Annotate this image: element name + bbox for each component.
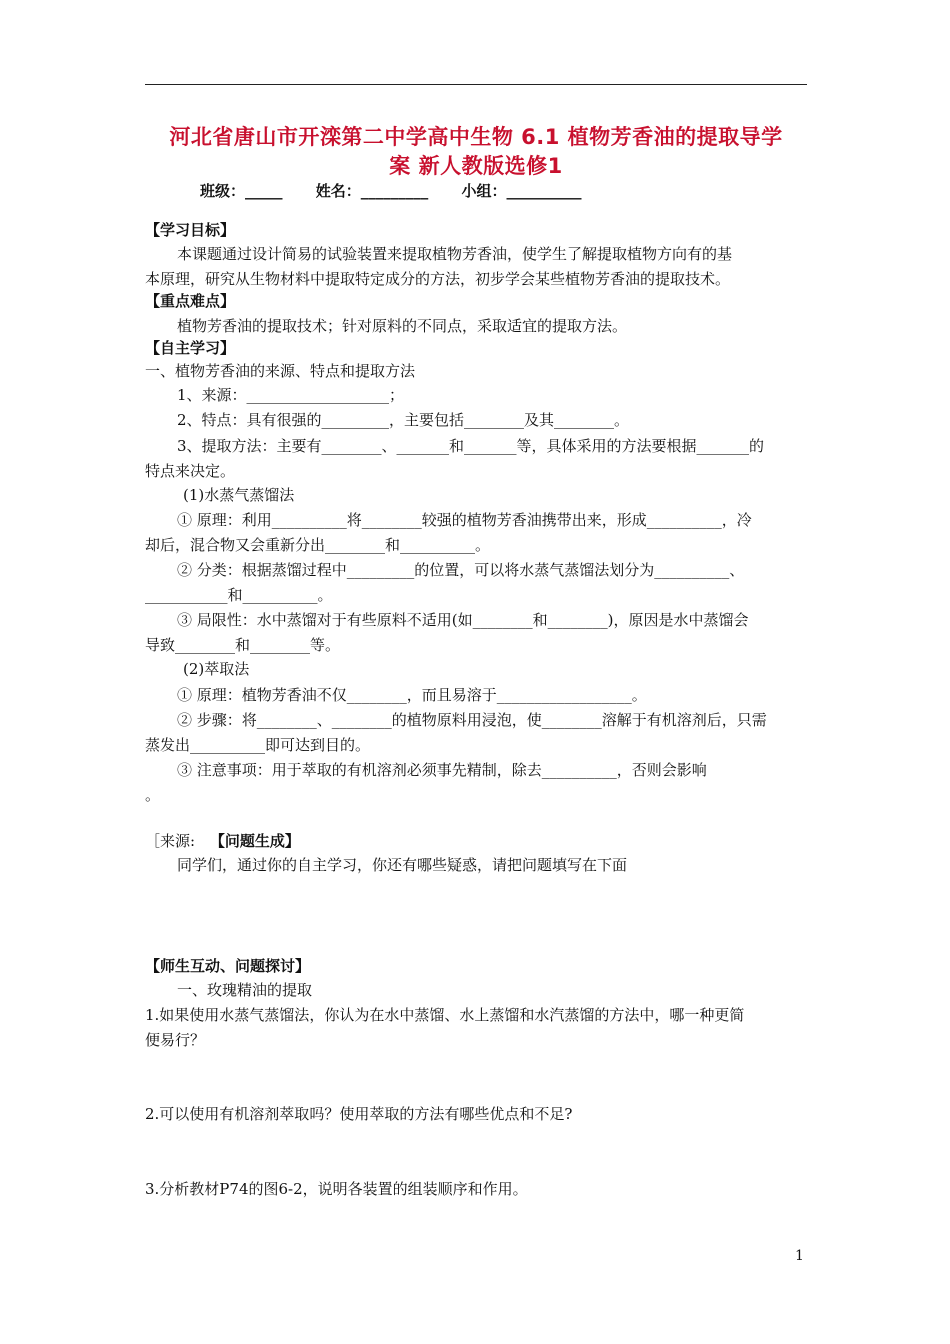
extraction-heading: (2)萃取法 [183, 660, 250, 678]
question-1-cont: 便易行？ [145, 1031, 206, 1049]
header-rule [145, 84, 807, 85]
steam-limitation-cont: 导致________和________等。 [145, 636, 341, 654]
self-item-features: 2、特点：具有很强的_________，主要包括________及其________。 [177, 411, 630, 429]
source-note: ［来源: [145, 832, 196, 850]
steam-principle-cont: 却后，混合物又会重新分出________和__________。 [145, 536, 491, 554]
steam-distill-heading: (1)水蒸气蒸馏法 [183, 486, 295, 504]
extraction-notes: ③ 注意事项：用于萃取的有机溶剂必须事先精制，除去__________，否则会影响 [177, 761, 707, 779]
steam-principle: ① 原理：利用__________将________较强的植物芳香油携带出来，形成__________，冷 [177, 511, 752, 529]
extraction-principle: ① 原理：植物芳香油不仅________，而且易溶于__________________。 [177, 686, 647, 704]
student-info [200, 180, 610, 201]
self-item-methods-cont: 特点来决定。 [145, 462, 236, 480]
self-item-1: 一、植物芳香油的来源、特点和提取方法 [145, 362, 416, 380]
group-field: 小组：__________ [461, 182, 582, 200]
question-2: 2.可以使用有机溶剂萃取吗？使用萃取的方法有哪些优点和不足? [145, 1105, 573, 1123]
doc-title-line1: 河北省唐山市开滦第二中学高中生物 6.1 植物芳香油的提取导学 [169, 125, 783, 149]
steam-classification-cont: ___________和__________。 [145, 586, 333, 604]
self-item-methods: 3、提取方法：主要有________、_______和_______等，具体采用的方法要根据_______的 [177, 437, 765, 455]
self-study-heading: 【自主学习】 [145, 339, 236, 357]
extraction-steps: ② 步骤：将________、________的植物原料用浸泡，使________溶解于有机溶剂后，只需 [177, 711, 767, 729]
interaction-heading: 【师生互动、问题探讨】 [145, 957, 311, 975]
question-3: 3.分析教材P74的图6-2，说明各装置的组装顺序和作用。 [145, 1180, 528, 1198]
self-item-source: 1、来源：___________________； [177, 386, 405, 404]
key-para: 植物芳香油的提取技术；针对原料的不同点，采取适宜的提取方法。 [177, 317, 628, 335]
goals-para-2: 本原理，研究从生物材料中提取特定成分的方法，初步学会某些植物芳香油的提取技术。 [145, 270, 731, 288]
rose-oil-heading: 一、玫瑰精油的提取 [177, 981, 313, 999]
question-1: 1.如果使用水蒸气蒸馏法，你认为在水中蒸馏、水上蒸馏和水汽蒸馏的方法中，哪一种更简 [145, 1006, 745, 1024]
key-heading: 【重点难点】 [145, 292, 236, 310]
steam-limitation: ③ 局限性：水中蒸馏对于有些原料不适用(如________和________)，原因是水中蒸馏会 [177, 611, 749, 629]
goals-para-1: 本课题通过设计简易的试验装置来提取植物芳香油，使学生了解提取植物方向有的基 [177, 245, 733, 263]
questions-para: 同学们，通过你的自主学习，你还有哪些疑惑，请把问题填写在下面 [177, 856, 628, 874]
page-number: 1 [795, 1248, 804, 1264]
extraction-notes-cont: 。 [145, 786, 161, 804]
questions-heading: 【问题生成】 [209, 832, 300, 850]
class-field: 班级：_____ [200, 182, 283, 200]
goals-heading: 【学习目标】 [145, 221, 236, 239]
doc-title-line2: 案 新人教版选修1 [389, 154, 563, 178]
extraction-steps-cont: 蒸发出__________即可达到目的。 [145, 736, 371, 754]
questions-heading-row [145, 831, 807, 851]
name-field: 姓名：_________ [315, 182, 429, 200]
steam-classification: ② 分类：根据蒸馏过程中_________的位置，可以将水蒸气蒸馏法划分为__________、 [177, 561, 745, 579]
